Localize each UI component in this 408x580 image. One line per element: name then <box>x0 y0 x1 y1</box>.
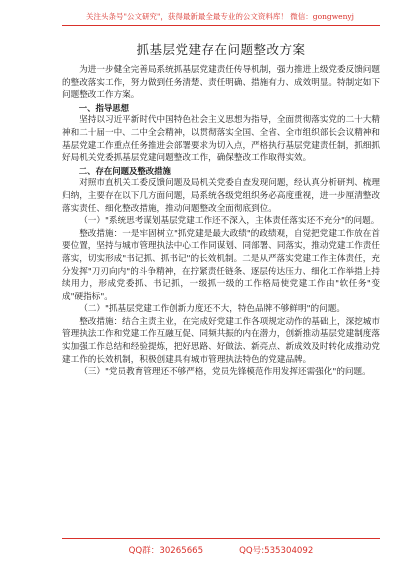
document-title: 抓基层党建存在问题整改方案 <box>136 42 306 57</box>
paragraph: （二）"抓基层党建工作创新力度还不大，特色品牌不够鲜明"的问题。 <box>79 304 345 315</box>
footer-qq-group: QQ群：30265665 <box>128 546 204 556</box>
footer-divider <box>62 538 380 539</box>
paragraph-list <box>62 64 380 379</box>
header-banner: 关注头条号"公文研究"，获得最新最全最专业的公文资料库！ 微信：gongwenyj <box>86 12 354 21</box>
paragraph: 整改措施：结合主责主业，在完成好党建工作各项规定动作的基础上，深挖城市管理执法工作和党建工作互融互促、同频共振的内在潜力，创新推动基层党建制度落实加强工作总结和经验提炼，把好思路、好做法、新亮点、新成效及时转化成推动党建工作的长效机制，积极创建具有城市管理执法特色的党建品牌。 <box>62 316 380 365</box>
paragraph: （三）"党员教育管理还不够严格，党员先锋模范作用发挥还需强化"的问题。 <box>79 367 371 378</box>
paragraph: （一）"系统思考谋划基层党建工作还不深入，主体责任落实还不充分"的问题。 <box>79 216 380 227</box>
paragraph: 整改措施：一是牢固树立"抓党建是最大政绩"的政绩观，自觉把党建工作放在首要位置，坚持与城市管理执法中心工作同谋划、同部署、同落实，推动党建工作责任落实，切实形成"书记抓、抓书记"的长效机制。二是从严落实党建工作主体责任，充分发挥"刀刃向内"的斗争精神，在拧紧责任链条、逐层传达压力、细化工作举措上持续用力，形成党委抓、书记抓，一级抓一级的工作格局使党建工作由"软任务"变成"硬指标"。 <box>62 228 380 302</box>
footer <box>62 544 380 556</box>
paragraph: 坚持以习近平新时代中国特色社会主义思想为指导，全面贯彻落实党的二十大精神和二十届一中、二中全会精神，以贯彻落实全国、全省、全市组织部长会议精神和基层党建工作重点任务推进会部署要求为切入点，严格执行基层党建责任制，抓细抓好局机关党委抓基层党建问题整改工作，确保整改工作取得实效。 <box>62 115 380 164</box>
document-body <box>62 36 380 379</box>
section-heading: 二、存在问题及整改措施 <box>78 165 171 176</box>
footer-qq-number: QQ号:535304092 <box>239 546 314 556</box>
paragraph: 对照市直机关工委反馈问题及局机关党委自查发现问题，经认真分析研判、梳理归纳，主要存在以下几方面问题，局系统各级党组织务必高度重视，进一步厘清整改落实责任、细化整改措施，推动问题整改全面彻底到位。 <box>62 178 380 214</box>
section-heading: 一、指导思想 <box>78 102 130 113</box>
paragraph: 为进一步健全完善局系统抓基层党建责任传导机制，强力推进上级党委反馈问题的整改落实工作，努力做到任务清楚、责任明确、措施有力、成效明显。特制定如下问题整改工作方案。 <box>62 65 380 101</box>
header-divider <box>62 25 380 26</box>
